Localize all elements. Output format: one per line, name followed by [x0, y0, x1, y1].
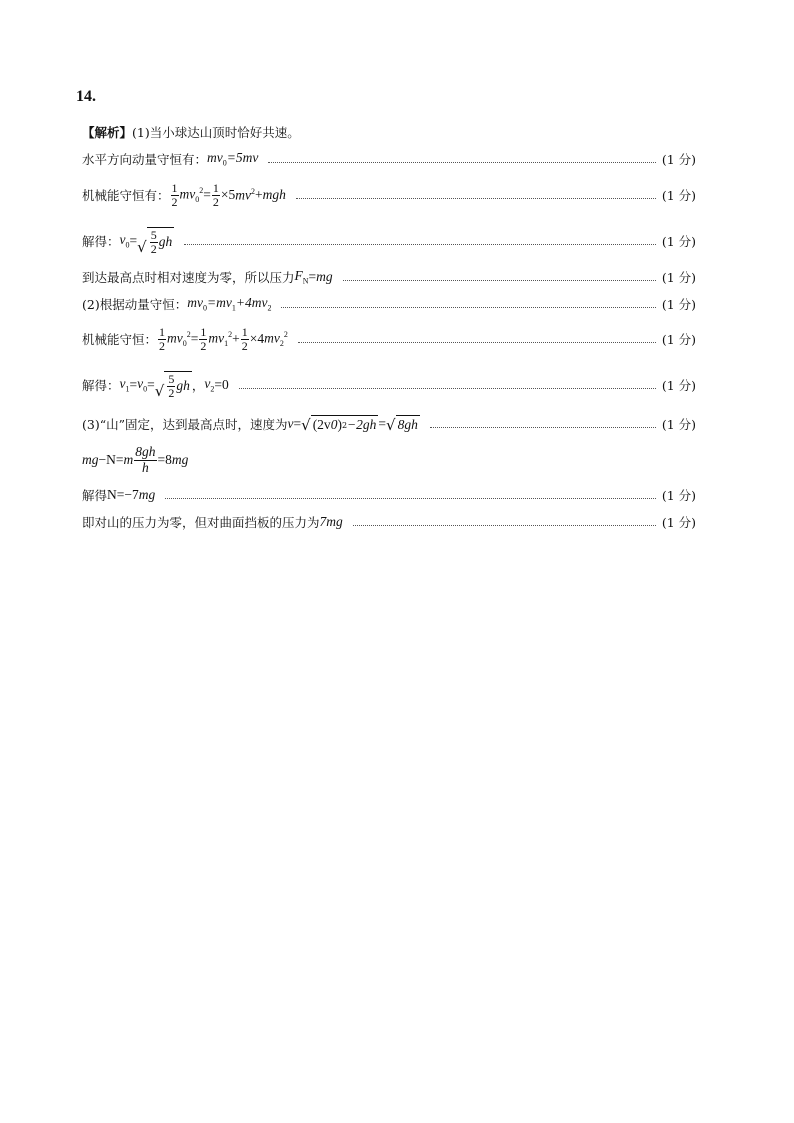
fraction-half: $\frac{1}{2}$ — [212, 180, 219, 209]
question-number: 14. — [76, 88, 96, 105]
step-momentum-conservation — [82, 145, 696, 173]
score-label: (1 分) — [661, 188, 696, 203]
dot-leader — [353, 525, 656, 526]
step-solve-v0: 解得： $v_0$ = √ $\frac{5}{2}$ gh (1 分) — [82, 227, 696, 257]
score-label: (1 分) — [661, 270, 696, 285]
dot-leader — [298, 342, 656, 343]
dot-leader — [268, 162, 655, 163]
step-newton-second-law: mg − N = m $\frac{8gh}{h}$ = 8 mg — [82, 444, 189, 475]
analysis-label: 【解析】 — [82, 125, 133, 140]
step-text: (2)根据动量守恒： — [82, 297, 188, 312]
step-text: 到达最高点时相对速度为零，所以压力 — [82, 270, 295, 285]
score-label: (1 分) — [661, 515, 696, 530]
formula: $mv_0=5mv$ — [207, 150, 259, 168]
score-label: (1 分) — [661, 234, 696, 249]
fraction-half: $\frac{1}{2}$ — [171, 180, 178, 209]
score-label: (1 分) — [661, 378, 696, 393]
score-label: (1 分) — [661, 332, 696, 347]
step-text: (3)“山”固定，达到最高点时，速度为 — [82, 417, 288, 432]
step-momentum-part2: (2)根据动量守恒： $mv_0=mv_1+4mv_2$ (1 分) — [82, 295, 696, 313]
analysis-text: (1)当小球达山顶时恰好共速。 — [132, 125, 300, 140]
step-text: 机械能守恒有： — [82, 188, 170, 203]
step-energy-conservation: 机械能守恒有： $\frac{1}{2}$ $mv_0^2$ = $\frac{1}{2}$ × 5 $mv^2$ + mgh (1 分) — [82, 180, 696, 209]
score-label: (1 分) — [661, 488, 696, 503]
dot-leader — [430, 427, 656, 428]
step-text: 解得： — [82, 378, 120, 393]
step-conclusion: 即对山的压力为零，但对曲面挡板的压力为 7mg (1 分) — [82, 514, 696, 530]
dot-leader — [296, 198, 656, 199]
score-label: (1 分) — [661, 152, 696, 167]
step-pressure-force: 到达最高点时相对速度为零，所以压力 $F_N$ = mg (1 分) — [82, 268, 696, 286]
step-text: 即对山的压力为零，但对曲面挡板的压力为 — [82, 515, 320, 530]
square-root: √ $\frac{5}{2}$ gh — [137, 227, 173, 257]
score-label: (1 分) — [661, 417, 696, 432]
step-text: 解得 — [82, 488, 108, 503]
score-label: (1 分) — [661, 297, 696, 312]
step-solve-normal: 解得 N = −7 mg (1 分) — [82, 487, 696, 503]
step-text: 水平方向动量守恒有： — [82, 152, 208, 167]
step-text: 解得： — [82, 234, 120, 249]
dot-leader — [165, 498, 656, 499]
dot-leader — [184, 244, 656, 245]
step-energy-part2: 机械能守恒： $\frac{1}{2}$ $mv_0^2$ = $\frac{1}{2}$ $mv_1^2$ + $\frac{1}{2}$ × 4 $mv_2^2$ (1 分) — [82, 324, 696, 353]
dot-leader — [239, 388, 656, 389]
step-text: 机械能守恒： — [82, 332, 158, 347]
step-fixed-mountain: (3)“山”固定，达到最高点时，速度为 v = √ (2v 0 ) 2 −2gh = √ 8gh (1 分) — [82, 416, 696, 434]
analysis-intro — [82, 118, 300, 146]
dot-leader — [343, 280, 656, 281]
step-solve-part2: 解得： $v_1$ = $v_0$ = √ $\frac{5}{2}$ gh ， $v_2$ = 0 (1 分) — [82, 371, 696, 401]
dot-leader — [281, 307, 655, 308]
